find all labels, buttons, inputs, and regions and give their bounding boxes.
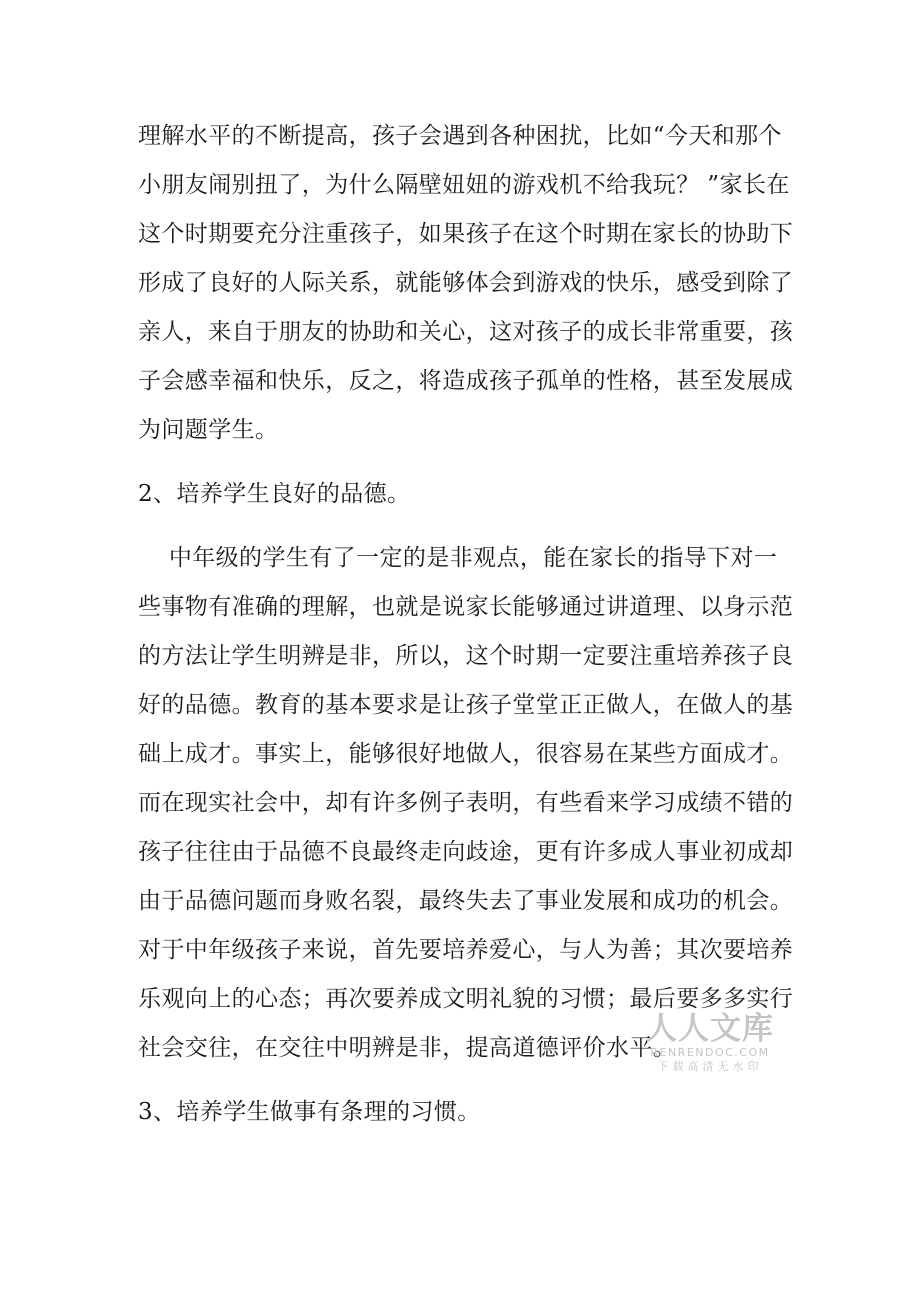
paragraph-line: 亲人，来自于朋友的协助和关心，这对孩子的成长非常重要，孩 <box>138 319 794 345</box>
paragraph-line: 社会交往，在交往中明辨是非，提高道德评价水平。 <box>138 1035 677 1061</box>
paragraph-line: 这个时期要充分注重孩子，如果孩子在这个时期在家长的协助下 <box>138 221 794 247</box>
paragraph-line: 形成了良好的人际关系，就能够体会到游戏的快乐，感受到除了 <box>138 270 794 296</box>
paragraph-line: 些事物有准确的理解，也就是说家长能够通过讲道理、以身示范 <box>138 594 794 620</box>
section-heading: 2、培养学生良好的品德。 <box>138 481 411 507</box>
paragraph-line: 孩子往往由于品德不良最终走向歧途，更有许多成人事业初成却 <box>138 839 794 865</box>
paragraph-line: 的方法让学生明辨是非，所以，这个时期一定要注重培养孩子良 <box>138 643 794 669</box>
watermark-tagline: 下载高清无水印 <box>657 1060 763 1073</box>
paragraph-line: 对于中年级孩子来说，首先要培养爱心，与人为善；其次要培养 <box>138 937 794 963</box>
watermark-site: RENRENDOC.COM <box>650 1046 770 1059</box>
paragraph-line: 由于品德问题而身败名裂，最终失去了事业发展和成功的机会。 <box>138 888 794 914</box>
paragraph-line: 子会感幸福和快乐，反之，将造成孩子孤单的性格，甚至发展成 <box>138 368 794 394</box>
paragraph-line: 为问题学生。 <box>138 417 279 443</box>
paragraph-line: 小朋友闹别扭了，为什么隔壁妞妞的游戏机不给我玩？ ”家长在 <box>138 172 790 198</box>
paragraph-line: 理解水平的不断提高，孩子会遇到各种困扰，比如“今天和那个 <box>138 123 782 149</box>
section-heading: 3、培养学生做事有条理的习惯。 <box>138 1099 481 1125</box>
paragraph-line: 乐观向上的心态；再次要养成文明礼貌的习惯；最后要多多实行 <box>138 986 794 1012</box>
paragraph-line: 础上成才。事实上，能够很好地做人，很容易在某些方面成才。 <box>138 741 794 767</box>
paragraph-line: 而在现实社会中，却有许多例子表明，有些看来学习成绩不错的 <box>138 790 794 816</box>
paragraph-line: 中年级的学生有了一定的是非观点，能在家长的指导下对一 <box>138 545 778 571</box>
watermark <box>640 1012 780 1074</box>
paragraph-line: 好的品德。教育的基本要求是让孩子堂堂正正做人，在做人的基 <box>138 692 794 718</box>
watermark-logo: 人人文库 <box>646 1011 774 1047</box>
